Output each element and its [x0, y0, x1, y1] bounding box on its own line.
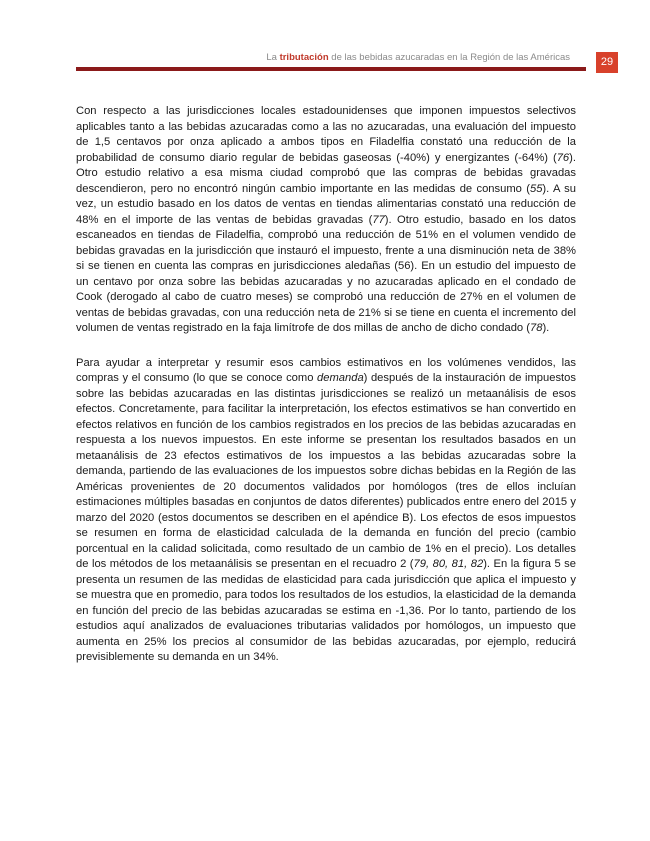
body-text [76, 104, 576, 685]
p1-text-5: ). [542, 322, 550, 334]
p1-text-2: ). Otro estudio relativo a esa misma ciudad comprobó que las compras de bebidas gravadas descendieron, pero no encontró ningún cambio importante en las medidas de consumo ( [76, 151, 576, 195]
p1-text-4: ). Otro estudio, basado en los datos escaneados en tiendas de Filadelfia, comprobó una reducción de 51% en el volumen vendido de bebidas gravadas en la jurisdicción que instauró el impuesto, frente a una disminución neta de 38% si se tienen en cuenta las compras en jurisdicciones aledañas (56). En un estudio del impuesto de un centavo por onza sobre las bebidas azucaradas y no azucaradas aplicado en el condado de Cook (derogado al cabo de cuatro meses) se comprobó una reducción de 27% en el volumen de ventas de bebidas gravadas, con una reducción neta de 21% si se tiene en cuenta el incremento del volumen de ventas registrado en la faja limítrofe de dos millas de ancho de dicho condado ( [76, 213, 576, 334]
page-header [0, 0, 650, 80]
header-rule [76, 67, 586, 71]
term-demanda: demanda [317, 372, 364, 384]
paragraph-2 [76, 356, 576, 666]
citation-78: 78 [529, 322, 543, 334]
citation-55: 55 [529, 182, 543, 195]
p1-text-1: Con respecto a las jurisdicciones locales estadounidenses que imponen impuestos selectivos aplicables tanto a las bebidas azucaradas como a las no azucaradas, una evaluación del impuesto de 1,5 centavos por onza aplicado a ambos tipos en Filadelfia constató una reducción de la probabilidad de consumo diario regular de bebidas gaseosas (-40%) y energizantes (-64%) ( [76, 105, 576, 164]
p2-text-3: ). En la figura 5 se presenta un resumen de las medidas de elasticidad para cada jurisdicción que aplica el impuesto y se muestra que en promedio, para todos los resultados de los estudios, la elasticidad de la demanda en función del precio de las bebidas azucaradas se estima en -1,36. Por lo tanto, partiendo de los estudios aquí analizados de evaluaciones tributarias validados por homólogos, un impuesto que aumenta en 25% los precios al consumidor de las bebidas azucaradas, por ejemplo, reducirá previsiblemente su demanda en un 34%. [76, 558, 576, 663]
citation-76: 76 [556, 151, 570, 164]
running-title [266, 52, 570, 63]
running-title-highlight: tributación [279, 52, 329, 63]
p2-text-2: ) después de la instauración de impuestos sobre las bebidas azucaradas en las distintas jurisdicciones se realizó un metaanálisis de esos efectos. Concretamente, para facilitar la interpretación, los efectos estimativos se han convertido en efectos relativos en función de los cambios registrados en los precios de las bebidas azucaradas en respuesta a los nuevos impuestos. En este informe se presentan los resultados basados en un metaanálisis de 23 efectos estimativos de los impuestos a las bebidas azucaradas sobre la demanda, partiendo de las evaluaciones de los impuestos sobre dichas bebidas en la Región de las Américas provenientes de 20 documentos validados por homólogos (tres de ellos incluían estimaciones múltiples basadas en conjuntos de datos diferentes) publicados entre enero del 2015 y marzo del 2020 (estos documentos se describen en el apéndice B). Los efectos de esos impuestos se resumen en forma de elasticidad calculada de la demanda en función del precio (cambio porcentual en la calidad solicitada, como resultado de un cambio de 1% en el precio). Los detalles de los métodos de los metaanálisis se presentan en el recuadro 2 ( [76, 372, 576, 570]
paragraph-1 [76, 104, 576, 337]
running-title-prefix: La [266, 52, 280, 63]
p2-text-1: Para ayudar a interpretar y resumir esos cambios estimativos en los volúmenes vendidos, las compras y el consumo (lo que se conoce como [76, 356, 576, 384]
page-number: 29 [596, 52, 618, 73]
citation-77: 77 [372, 213, 385, 226]
citations-79-82: 79, 80, 81, 82 [413, 558, 484, 570]
p1-text-3: ). A su vez, un estudio basado en los datos de ventas en tiendas alimentarias constató una reducción de 48% en el importe de las ventas de bebidas gravadas ( [76, 182, 576, 226]
running-title-suffix: de las bebidas azucaradas en la Región de las Américas [328, 52, 570, 63]
